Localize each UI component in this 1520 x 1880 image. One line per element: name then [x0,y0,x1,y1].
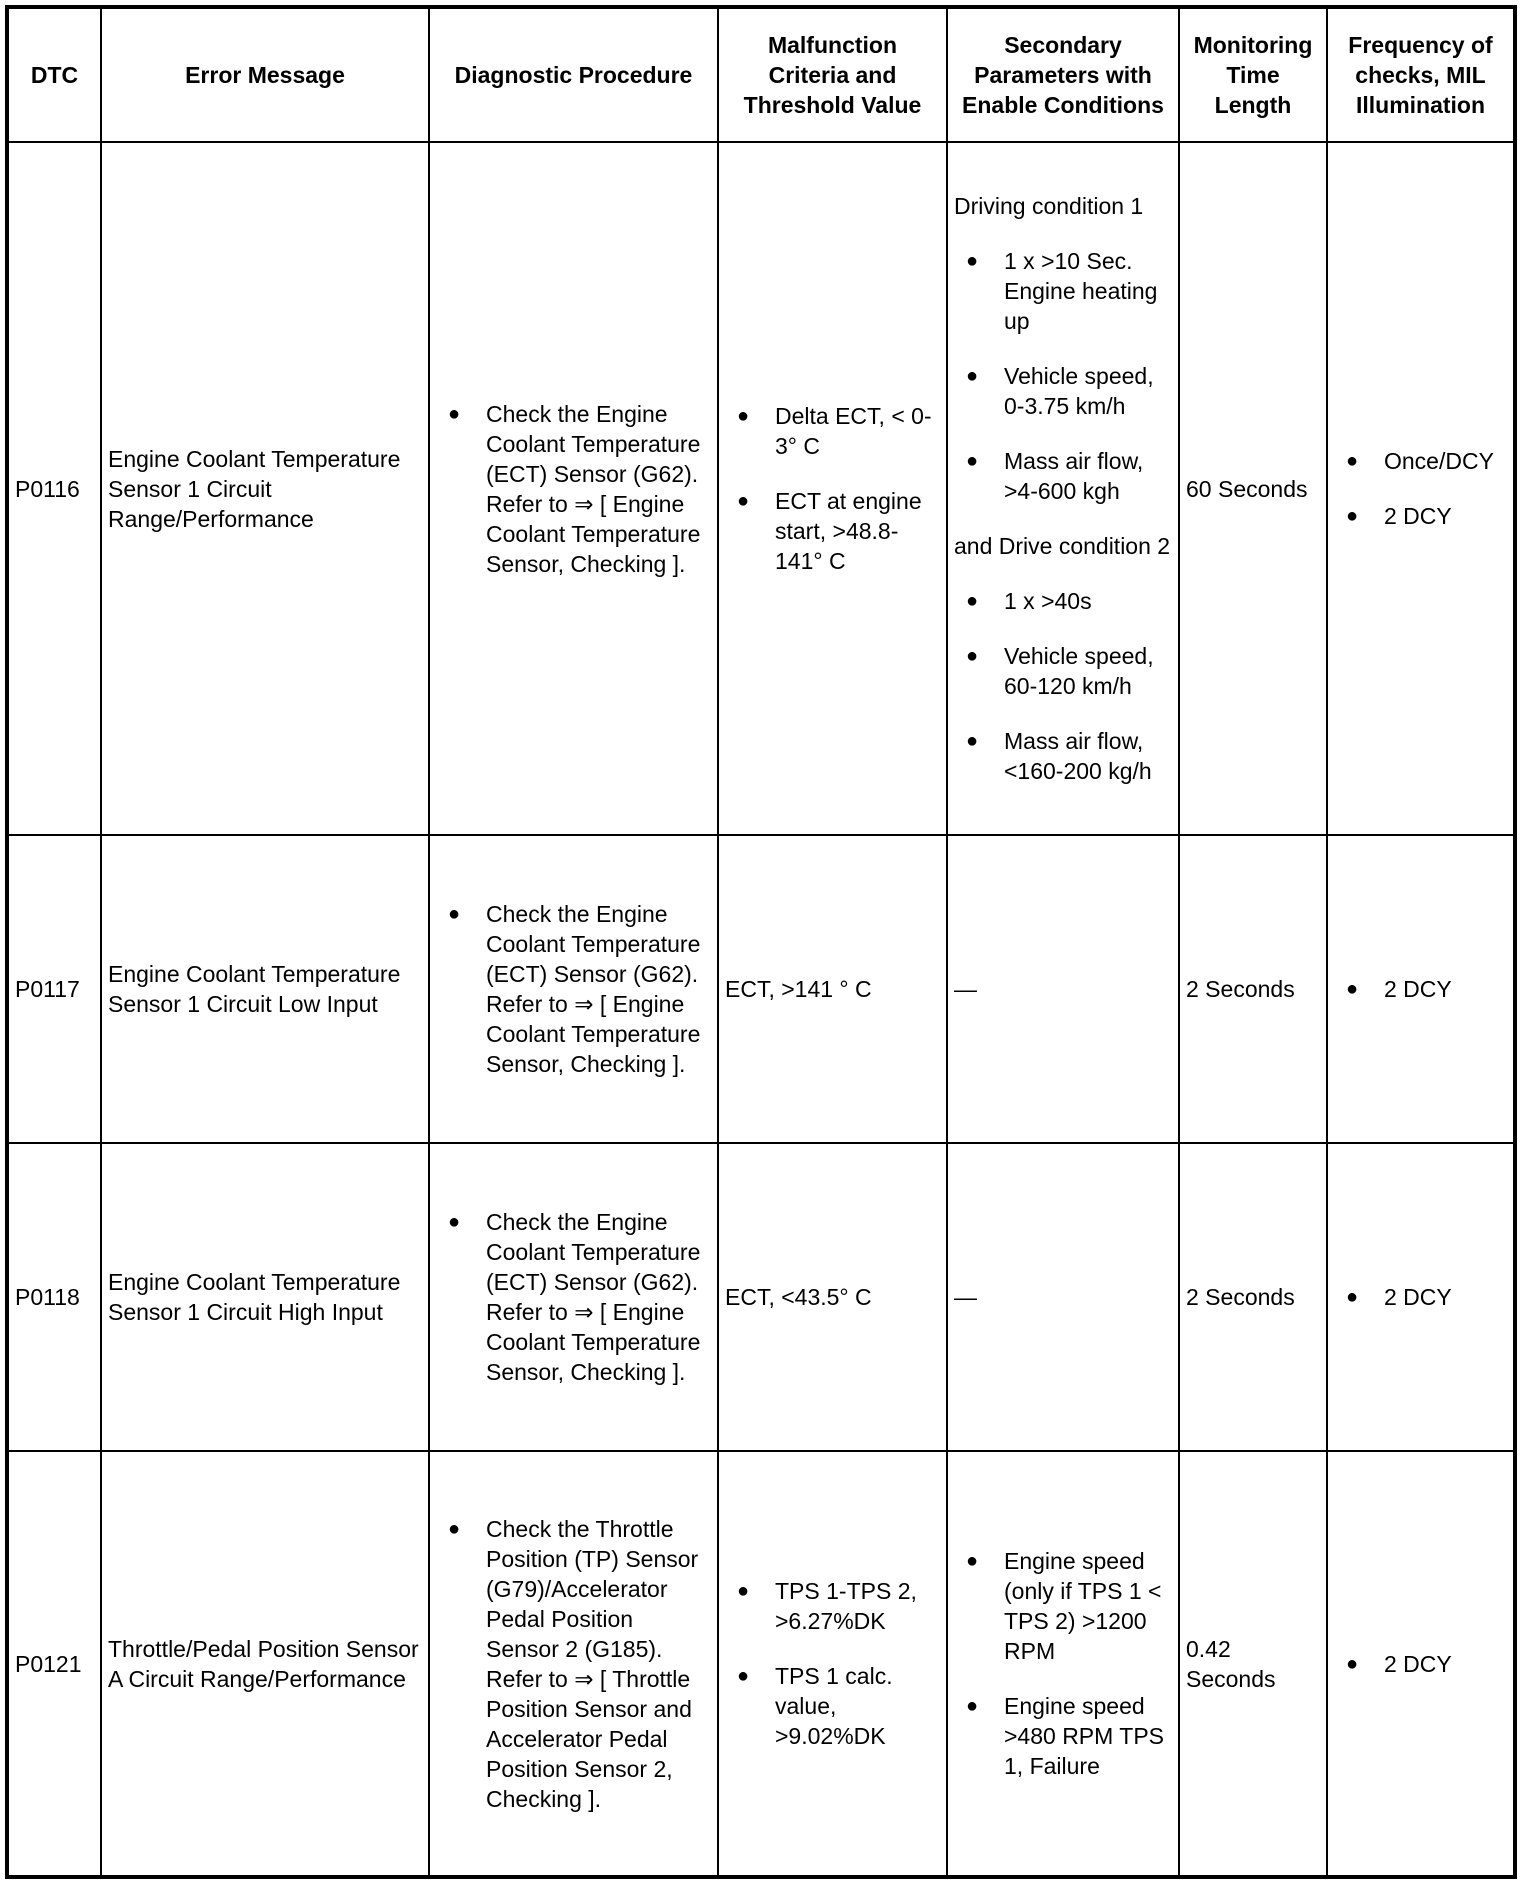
error-message: Engine Coolant Temperature Sensor 1 Circuit Low Input [101,835,429,1143]
header-malfunction-criteria: Malfunction Criteria and Threshold Value [718,7,947,142]
diagnostic-procedure [429,1143,718,1451]
diagnostic-procedure [429,1451,718,1877]
procedure-item: ● Check the Engine Coolant Temperature (ECT) Sensor (G62). Refer to ⇒ [ Engine Coolant Temperature Sensor, Checking ]. [436,399,711,579]
table-row [7,1143,1515,1451]
monitoring-time: 2 Seconds [1179,1143,1327,1451]
header-diagnostic-procedure: Diagnostic Procedure [429,7,718,142]
error-message: Engine Coolant Temperature Sensor 1 Circuit Range/Performance [101,142,429,835]
secondary-parameters [947,142,1179,835]
condition-heading: and Drive condition 2 [954,533,1171,559]
diagnostic-procedure [429,835,718,1143]
frequency [1327,1451,1515,1877]
condition-heading: Driving condition 1 [954,193,1144,219]
header-dtc: DTC [7,7,101,142]
header-row [7,7,1515,142]
procedure-item: ● Check the Throttle Position (TP) Sensor (G79)/Accelerator Pedal Position Sensor 2 (G185). Refer to ⇒ [ Throttle Position Sensor and Accelerator Pedal Position Sensor 2, Checking ]. [436,1514,711,1814]
dtc-code: P0117 [7,835,101,1143]
frequency-item: ● 2 DCY [1334,1649,1507,1679]
criteria-item: ● ECT at engine start, >48.8-141° C [725,486,940,576]
frequency [1327,835,1515,1143]
monitoring-time: 0.42 Seconds [1179,1451,1327,1877]
header-secondary-parameters: Secondary Parameters with Enable Conditions [947,7,1179,142]
condition-item: ● Engine speed (only if TPS 1 < TPS 2) >1200 RPM [954,1546,1172,1666]
header-monitoring-time: Monitoring Time Length [1179,7,1327,142]
header-frequency: Frequency of checks, MIL Illumination [1327,7,1515,142]
secondary-parameters [947,1451,1179,1877]
secondary-parameters: — [947,835,1179,1143]
frequency-item: ● 2 DCY [1334,1282,1507,1312]
condition-item: ● Mass air flow, >4-600 kgh [954,446,1172,506]
malfunction-criteria [718,142,947,835]
monitoring-time: 2 Seconds [1179,835,1327,1143]
criteria-item: ● TPS 1-TPS 2, >6.27%DK [725,1576,940,1636]
condition-item: ● Vehicle speed, 60-120 km/h [954,641,1172,701]
criteria-item: ● Delta ECT, < 0-3° C [725,401,940,461]
condition-item: ● Vehicle speed, 0-3.75 km/h [954,361,1172,421]
table-row [7,1451,1515,1877]
malfunction-criteria [718,1451,947,1877]
secondary-parameters: — [947,1143,1179,1451]
table-row [7,835,1515,1143]
frequency [1327,1143,1515,1451]
dtc-table [5,5,1517,1879]
condition-item: ● 1 x >40s [954,586,1172,616]
table-row [7,142,1515,835]
condition-item: ● Mass air flow, <160-200 kg/h [954,726,1172,786]
monitoring-time: 60 Seconds [1179,142,1327,835]
condition-item: ● 1 x >10 Sec. Engine heating up [954,246,1172,336]
frequency-item: ● 2 DCY [1334,501,1507,531]
procedure-item: ● Check the Engine Coolant Temperature (ECT) Sensor (G62). Refer to ⇒ [ Engine Coolant Temperature Sensor, Checking ]. [436,899,711,1079]
dtc-code: P0121 [7,1451,101,1877]
condition-item: ● Engine speed >480 RPM TPS 1, Failure [954,1691,1172,1781]
malfunction-criteria: ECT, >141 ° C [718,835,947,1143]
dtc-code: P0116 [7,142,101,835]
error-message: Engine Coolant Temperature Sensor 1 Circuit High Input [101,1143,429,1451]
error-message: Throttle/Pedal Position Sensor A Circuit Range/Performance [101,1451,429,1877]
frequency [1327,142,1515,835]
frequency-item: ● Once/DCY [1334,446,1507,476]
dtc-code: P0118 [7,1143,101,1451]
malfunction-criteria: ECT, <43.5° C [718,1143,947,1451]
procedure-item: ● Check the Engine Coolant Temperature (ECT) Sensor (G62). Refer to ⇒ [ Engine Coolant Temperature Sensor, Checking ]. [436,1207,711,1387]
header-error-message: Error Message [101,7,429,142]
criteria-item: ● TPS 1 calc. value, >9.02%DK [725,1661,940,1751]
frequency-item: ● 2 DCY [1334,974,1507,1004]
diagnostic-procedure [429,142,718,835]
